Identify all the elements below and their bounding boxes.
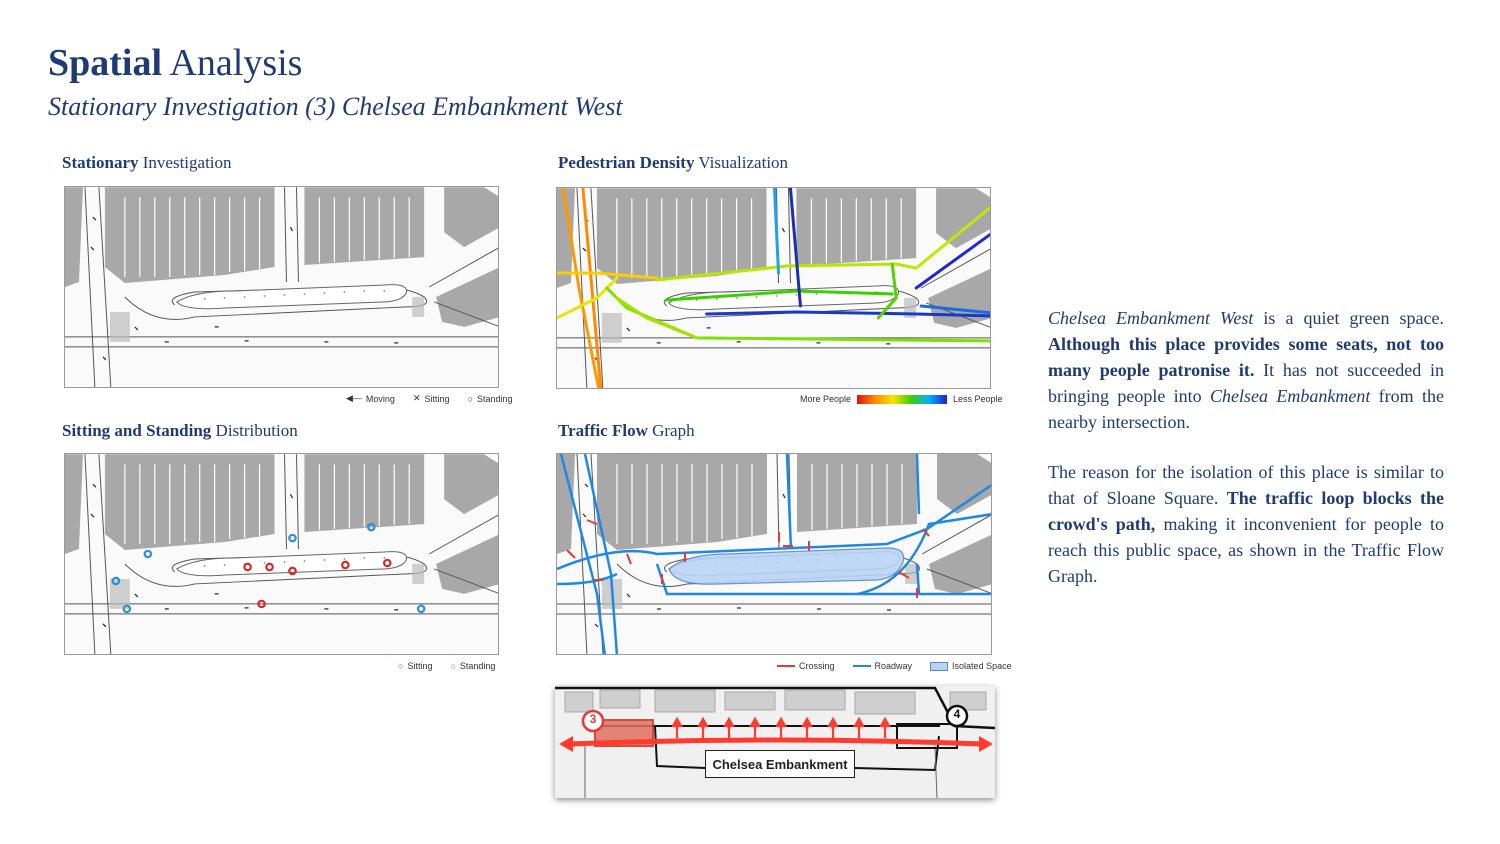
density-title-bold: Pedestrian Density (558, 153, 695, 172)
legend-crossing (777, 661, 835, 671)
stationary-title-rest: Investigation (142, 153, 232, 172)
stationary-map (64, 186, 499, 388)
chelsea-embankment-label: Chelsea Embankment (705, 750, 855, 778)
distribution-map (64, 453, 499, 655)
traffic-title-bold: Traffic Flow (558, 421, 648, 440)
p1-text-3: from the nearby intersection. (1048, 386, 1444, 432)
circle-icon: ○ (467, 393, 473, 404)
legend-sitting-label: Sitting (424, 393, 450, 404)
distribution-legend (386, 661, 495, 671)
traffic-legend (765, 661, 1012, 671)
legend-roadway (853, 661, 913, 671)
distribution-title-rest: Distribution (215, 421, 298, 440)
legend-roadway-label: Roadway (874, 661, 913, 671)
marker-3: 3 (589, 712, 597, 726)
distribution-title (62, 421, 298, 441)
description-paragraph-2 (1048, 459, 1444, 589)
legend-standing-dist-label: Standing (459, 661, 496, 671)
cross-icon: ✕ (412, 393, 421, 403)
p1-text-2: It has not succeeded in bringing people into (1048, 360, 1444, 406)
marker-4: 4 (953, 707, 961, 721)
legend-moving (346, 393, 395, 404)
traffic-title (558, 421, 695, 441)
density-map (556, 187, 991, 389)
legend-sitting-dist-label: Sitting (407, 661, 433, 671)
isolated-box-icon (930, 662, 948, 671)
legend-sitting (413, 393, 450, 404)
p1-italic-1: Chelsea Embankment West (1048, 308, 1254, 328)
legend-moving-label: Moving (365, 393, 395, 404)
legend-isolated-label: Isolated Space (952, 661, 1012, 671)
density-gradient (857, 395, 947, 404)
stationary-legend (334, 393, 512, 404)
distribution-title-bold: Sitting and Standing (62, 421, 212, 440)
traffic-map (556, 453, 992, 655)
roadway-line-icon (853, 665, 871, 667)
p1-bold: Although this place provides some seats, not too many people patronise it. (1048, 334, 1444, 380)
legend-isolated (930, 661, 1012, 671)
legend-standing-label: Standing (476, 393, 513, 404)
page-title (48, 44, 302, 82)
density-title (558, 153, 788, 173)
crossing-line-icon (777, 665, 795, 667)
legend-crossing-label: Crossing (799, 661, 835, 671)
red-circle-icon: ○ (398, 661, 404, 671)
legend-sitting-dist (398, 661, 432, 671)
p1-text-1: is a quiet green space. (1253, 308, 1444, 328)
legend-standing-dist (450, 661, 495, 671)
legend-less-label: Less People (953, 394, 1003, 404)
page-subtitle: Stationary Investigation (3) Chelsea Embankment West (48, 92, 623, 121)
p2-text-1: The reason for the isolation of this place is similar to that of Sloane Square. (1048, 462, 1444, 508)
p2-text-2: making it inconvenient for people to reach this public space, as shown in the Traffic Flow Graph. (1048, 514, 1444, 586)
description-text (1048, 305, 1444, 589)
stationary-title-bold: Stationary (62, 153, 139, 172)
traffic-title-rest: Graph (652, 421, 695, 440)
title-bold: Spatial (48, 42, 163, 84)
density-legend (800, 394, 1003, 404)
legend-more-label: More People (800, 394, 852, 404)
blue-circle-icon: ○ (450, 661, 456, 671)
p1-italic-2: Chelsea Embankment (1210, 386, 1371, 406)
legend-standing (468, 394, 513, 404)
density-title-rest: Visualization (698, 153, 789, 172)
p2-bold: The traffic loop blocks the crowd's path, (1048, 488, 1444, 534)
stationary-title (62, 153, 232, 173)
embankment-overview-map (555, 686, 995, 798)
title-rest: Analysis (169, 42, 303, 84)
arrow-left-icon: ◀— (346, 393, 362, 403)
description-paragraph-1 (1048, 305, 1444, 435)
